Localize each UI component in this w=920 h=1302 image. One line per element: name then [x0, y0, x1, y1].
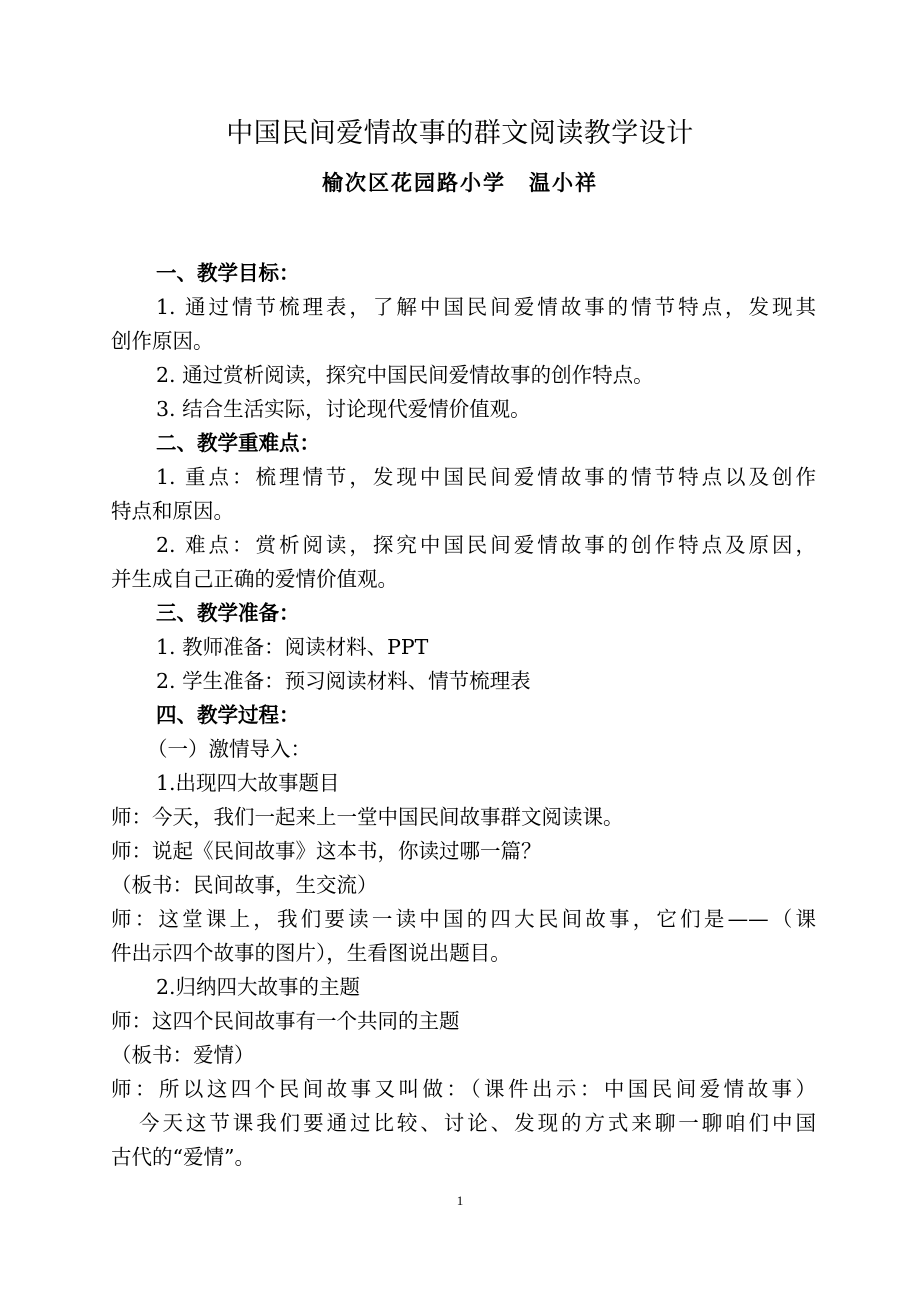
- page-number: 1: [456, 1193, 464, 1208]
- paragraph-line: （板书：爱情）: [111, 1043, 255, 1067]
- paragraph-line: 古代的“爱情”。: [111, 1145, 255, 1169]
- paragraph-line: 师：今天，我们一起来上一堂中国民间故事群文阅读课。: [111, 805, 624, 829]
- paragraph-line: 特点和原因。: [111, 499, 234, 523]
- section-heading-key-points: 二、教学重难点：: [156, 431, 320, 455]
- paragraph-line: 今天这节课我们要通过比较、讨论、发现的方式来聊一聊咱们中国: [139, 1111, 816, 1135]
- paragraph-line: 师：这堂课上，我们要读一读中国的四大民间故事，它们是——（课: [111, 907, 816, 931]
- paragraph-line: 师：说起《民间故事》这本书，你读过哪一篇？: [111, 839, 542, 863]
- paragraph-line: 1. 教师准备：阅读材料、PPT: [156, 635, 429, 659]
- paragraph-line: 2.归纳四大故事的主题: [156, 975, 361, 999]
- paragraph-line: 2. 学生准备：预习阅读材料、情节梳理表: [156, 669, 531, 693]
- section-heading-preparation: 三、教学准备：: [156, 601, 300, 625]
- paragraph-line: 师：所以这四个民间故事又叫做：（课件出示：中国民间爱情故事）: [111, 1077, 816, 1101]
- paragraph-line: 并生成自己正确的爱情价值观。: [111, 567, 398, 591]
- paragraph-line: 1.出现四大故事题目: [156, 771, 340, 795]
- paragraph-line: 件出示四个故事的图片），生看图说出题目。: [111, 941, 511, 965]
- paragraph-line: 3. 结合生活实际，讨论现代爱情价值观。: [156, 397, 531, 421]
- document-author: 榆次区花园路小学 温小祥: [322, 170, 598, 195]
- subsection-heading: （一）激情导入：: [147, 737, 311, 761]
- section-heading-process: 四、教学过程：: [156, 703, 300, 727]
- paragraph-line: （板书：民间故事，生交流）: [111, 873, 378, 897]
- paragraph-line: 2. 难点：赏析阅读，探究中国民间爱情故事的创作特点及原因，: [156, 533, 816, 557]
- section-heading-objectives: 一、教学目标：: [156, 261, 300, 285]
- paragraph-line: 师：这四个民间故事有一个共同的主题: [111, 1009, 460, 1033]
- paragraph-line: 1. 通过情节梳理表，了解中国民间爱情故事的情节特点，发现其: [156, 295, 816, 319]
- document-title: 中国民间爱情故事的群文阅读教学设计: [226, 118, 694, 149]
- paragraph-line: 创作原因。: [111, 329, 214, 353]
- paragraph-line: 2. 通过赏析阅读，探究中国民间爱情故事的创作特点。: [156, 363, 654, 387]
- paragraph-line: 1. 重点：梳理情节，发现中国民间爱情故事的情节特点以及创作: [156, 465, 816, 489]
